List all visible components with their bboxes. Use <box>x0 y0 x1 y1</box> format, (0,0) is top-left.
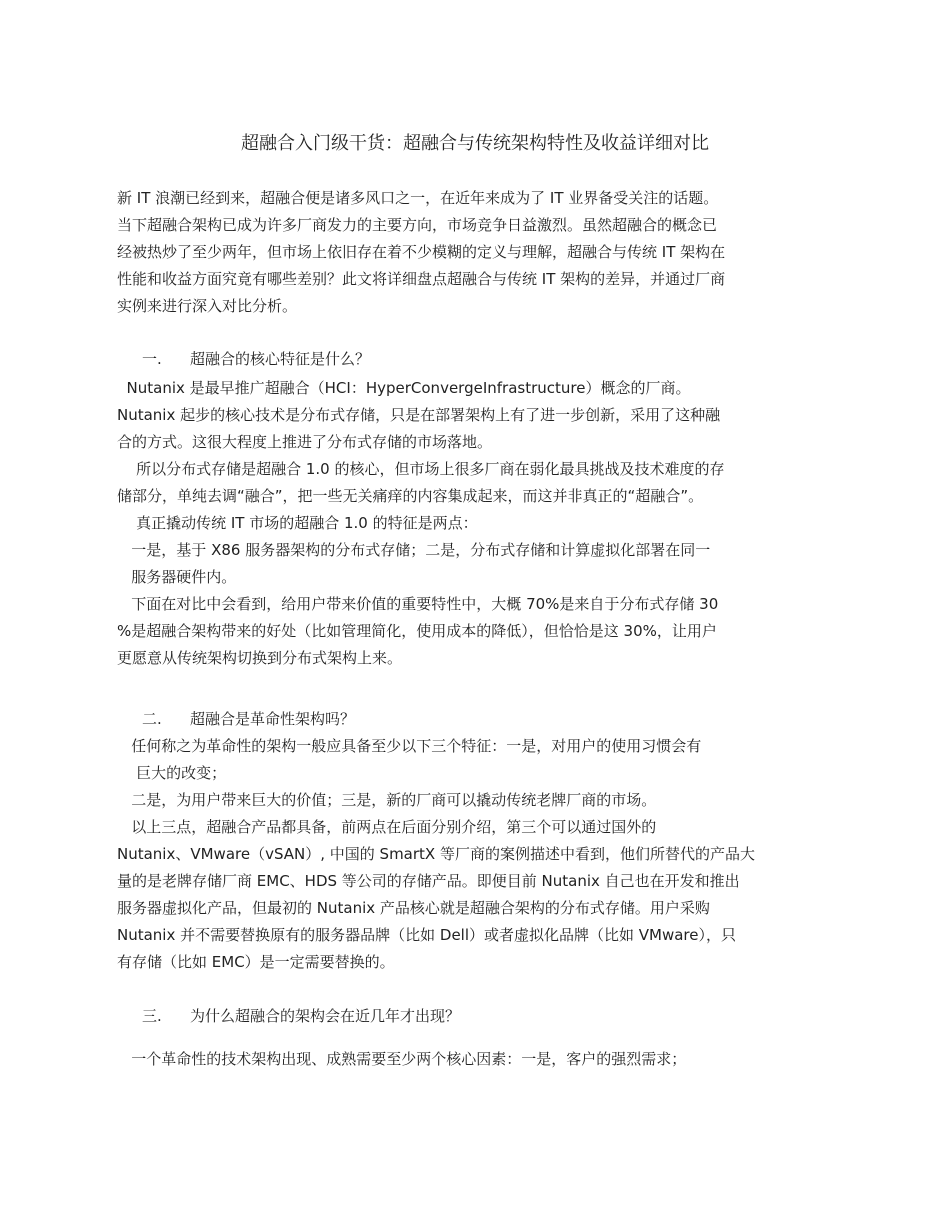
text-line: 下面在对比中会看到，给用户带来价值的重要特性中，大概 70%是来自于分布式存储 30 <box>117 595 719 613</box>
section-title: 超融合是革命性架构吗？ <box>190 710 356 728</box>
text-line: Nutanix 并不需要替换原有的服务器品牌（比如 Dell）或者虚拟化品牌（比如 VMware），只 <box>117 926 737 944</box>
text-line: 服务器硬件内。 <box>117 568 237 586</box>
section-number: 三. <box>142 1007 162 1025</box>
text-line: Nutanix 起步的核心技术是分布式存储，只是在部署架构上有了进一步创新，采用了这种融 <box>117 406 721 424</box>
section-title: 为什么超融合的架构会在近几年才出现？ <box>190 1007 461 1025</box>
text-line: 经被热炒了至少两年，但市场上依旧存在着不少模糊的定义与理解，超融合与传统 IT 架构在 <box>117 243 726 261</box>
text-line: 二是，为用户带来巨大的价值；三是，新的厂商可以撬动传统老牌厂商的市场。 <box>117 791 657 809</box>
text-line: 任何称之为革命性的架构一般应具备至少以下三个特征：一是，对用户的使用习惯会有 <box>117 737 702 755</box>
text-line: Nutanix 是最早推广超融合（HCI：HyperConvergeInfrastructure）概念的厂商。 <box>117 379 691 397</box>
text-line: 以上三点，超融合产品都具备，前两点在后面分别介绍，第三个可以通过国外的 <box>117 818 657 836</box>
text-line: 当下超融合架构已成为许多厂商发力的主要方向，市场竞争日益激烈。虽然超融合的概念已 <box>117 216 718 234</box>
section-2-body <box>117 733 857 976</box>
text-line: 储部分，单纯去调“融合”，把一些无关痛痒的内容集成起来，而这并非真正的“超融合”。 <box>117 487 704 505</box>
intro-paragraph <box>117 185 857 320</box>
text-line: 所以分布式存储是超融合 1.0 的核心，但市场上很多厂商在弱化最具挑战及技术难度的存 <box>117 460 725 478</box>
section-number: 二. <box>142 710 162 728</box>
text-line: 真正撬动传统 IT 市场的超融合 1.0 的特征是两点： <box>117 514 478 532</box>
section-heading-2 <box>142 706 842 733</box>
text-line: 一个革命性的技术架构出现、成熟需要至少两个核心因素：一是，客户的强烈需求； <box>117 1050 687 1068</box>
text-line: 量的是老牌存储厂商 EMC、HDS 等公司的存储产品。即便目前 Nutanix 自己也在开发和推出 <box>117 872 740 890</box>
text-line: 新 IT 浪潮已经到来，超融合便是诸多风口之一，在近年来成为了 IT 业界备受关注的话题。 <box>117 189 719 207</box>
text-line: %是超融合架构带来的好处（比如管理简化，使用成本的降低），但恰恰是这 30%，让用户 <box>117 622 717 640</box>
section-title: 超融合的核心特征是什么？ <box>190 350 371 368</box>
text-line: Nutanix、VMware（vSAN）, 中国的 SmartX 等厂商的案例描述中看到，他们所替代的产品大 <box>117 845 755 863</box>
text-line: 合的方式。这很大程度上推进了分布式存储的市场落地。 <box>117 433 493 451</box>
text-line: 一是，基于 X86 服务器架构的分布式存储；二是，分布式存储和计算虚拟化部署在同一 <box>117 541 711 559</box>
section-number: 一. <box>142 350 162 368</box>
document-title: 超融合入门级干货：超融合与传统架构特性及收益详细对比 <box>241 133 709 154</box>
section-1-body <box>117 375 857 672</box>
text-line: 有存储（比如 EMC）是一定需要替换的。 <box>117 953 395 971</box>
section-heading-1 <box>142 346 842 373</box>
text-line: 更愿意从传统架构切换到分布式架构上来。 <box>117 649 403 667</box>
text-line: 实例来进行深入对比分析。 <box>117 297 298 315</box>
text-line: 巨大的改变； <box>117 764 227 782</box>
section-3-body <box>117 1046 857 1073</box>
text-line: 性能和收益方面究竟有哪些差别？此文将详细盘点超融合与传统 IT 架构的差异，并通过厂商 <box>117 270 726 288</box>
text-line: 服务器虚拟化产品，但最初的 Nutanix 产品核心就是超融合架构的分布式存储。用户采购 <box>117 899 710 917</box>
section-heading-3 <box>142 1003 842 1030</box>
